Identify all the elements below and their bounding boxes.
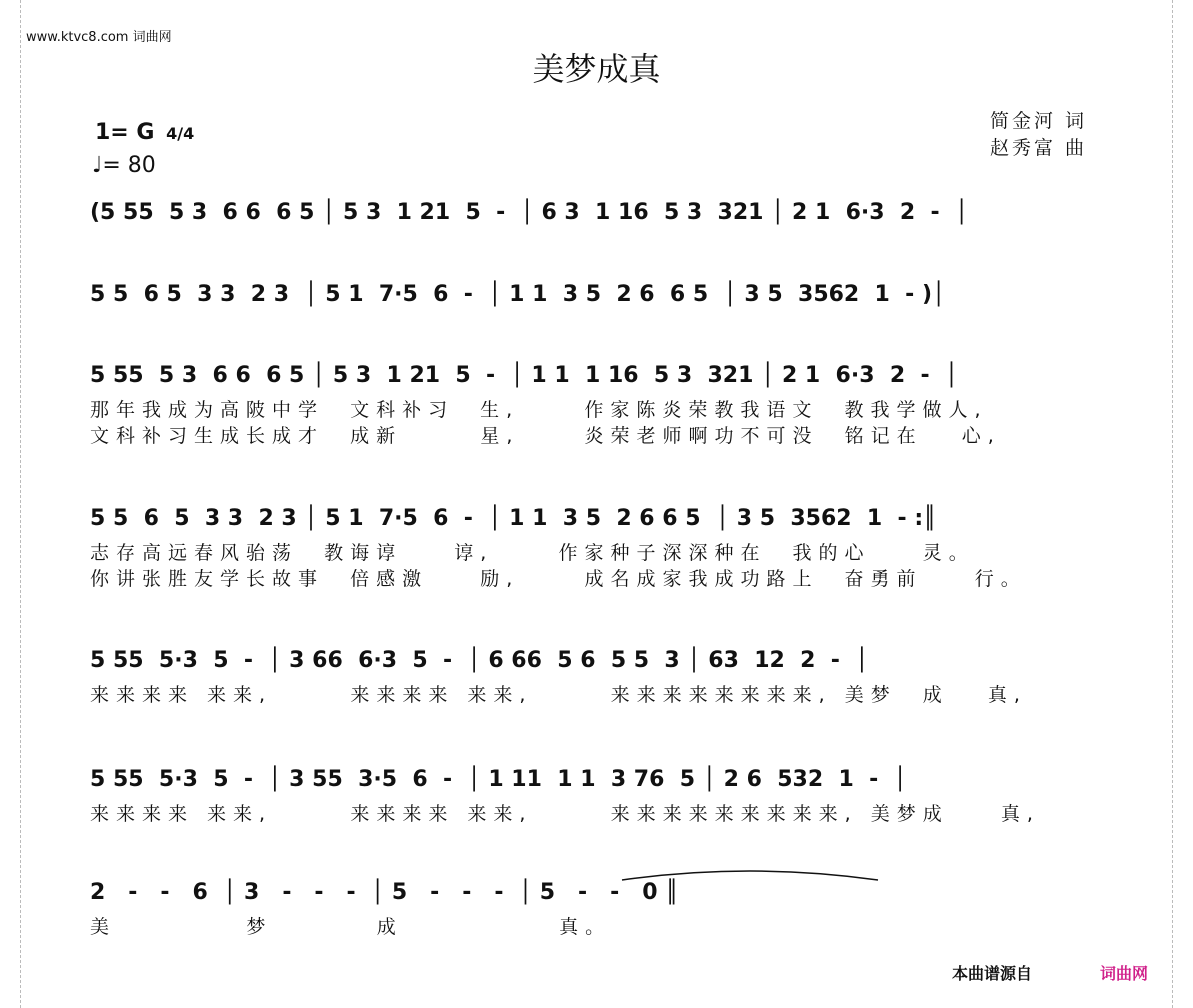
score-row-7 [90, 880, 1105, 940]
notes-line: (5 55 5 3 6 6 6 5 │ 5 3 1 21 5 - │ 6 3 1 16 5 3 321 │ 2 1 6·3 2 - │ [90, 200, 969, 225]
key-signature: 1= G 4/4 [95, 120, 195, 145]
score-row-3 [90, 363, 1105, 449]
right-page-edge [1172, 0, 1193, 1008]
time-signature: 4/4 [166, 124, 195, 143]
tempo-marking: ♩= 80 [92, 153, 156, 178]
notes-line: 5 55 5·3 5 - │ 3 66 6·3 5 - │ 6 66 5 6 5 5 3 │ 63 12 2 - │ [90, 648, 869, 673]
notes-line: 5 5 6 5 3 3 2 3 │ 5 1 7·5 6 - │ 1 1 3 5 2 6 6 5 │ 3 5 3562 1 - )│ [90, 282, 946, 307]
lyricist-credit: 简金河 词 [990, 110, 1088, 132]
score-row-1 [90, 200, 1105, 234]
site-label[interactable]: www.ktvc8.com 词曲网 [26, 30, 172, 45]
credits [990, 108, 1087, 162]
lyric-line-2: 文科补习生成长成才 成新 星, 炎荣老师啊功不可没 铭记在 心, [90, 425, 1001, 447]
score-row-6 [90, 767, 1105, 827]
notes-line: 2 - - 6 │ 3 - - - │ 5 - - - │ 5 - - 0 ║ [90, 880, 679, 905]
lyric-line-1: 来来来来 来来, 来来来来 来来, 来来来来来来来来, 美梦 成 真, [90, 684, 1027, 706]
score-row-2 [90, 282, 1105, 316]
notes-line: 5 55 5 3 6 6 6 5 │ 5 3 1 21 5 - │ 1 1 1 16 5 3 321 │ 2 1 6·3 2 - │ [90, 363, 959, 388]
score-row-4 [90, 506, 1105, 592]
lyric-line-1: 美 梦 成 真。 [90, 916, 612, 938]
lyric-line-1: 来来来来 来来, 来来来来 来来, 来来来来来来来来来, 美梦成 真, [90, 803, 1040, 825]
composer-credit: 赵秀富 曲 [990, 137, 1088, 159]
page-title: 美梦成真 [532, 50, 661, 88]
source-label: 本曲谱源自 [952, 964, 1033, 983]
lyric-line-1: 那年我成为高陂中学 文科补习 生, 作家陈炎荣教我语文 教我学做人, [90, 399, 988, 421]
brand-link[interactable]: 词曲网 [1100, 964, 1149, 983]
score-row-5 [90, 648, 1105, 708]
left-page-edge [0, 0, 21, 1008]
lyric-line-1: 志存高远春风骀荡 教诲谆 谆, 作家种子深深种在 我的心 灵。 [90, 542, 975, 564]
notes-line: 5 5 6 5 3 3 2 3 │ 5 1 7·5 6 - │ 1 1 3 5 2 6 6 5 │ 3 5 3562 1 - :║ [90, 506, 937, 531]
notes-line: 5 55 5·3 5 - │ 3 55 3·5 6 - │ 1 11 1 1 3 76 5 │ 2 6 532 1 - │ [90, 767, 907, 792]
lyric-line-2: 你讲张胜友学长故事 倍感激 励, 成名成家我成功路上 奋勇前 行。 [90, 568, 1027, 590]
